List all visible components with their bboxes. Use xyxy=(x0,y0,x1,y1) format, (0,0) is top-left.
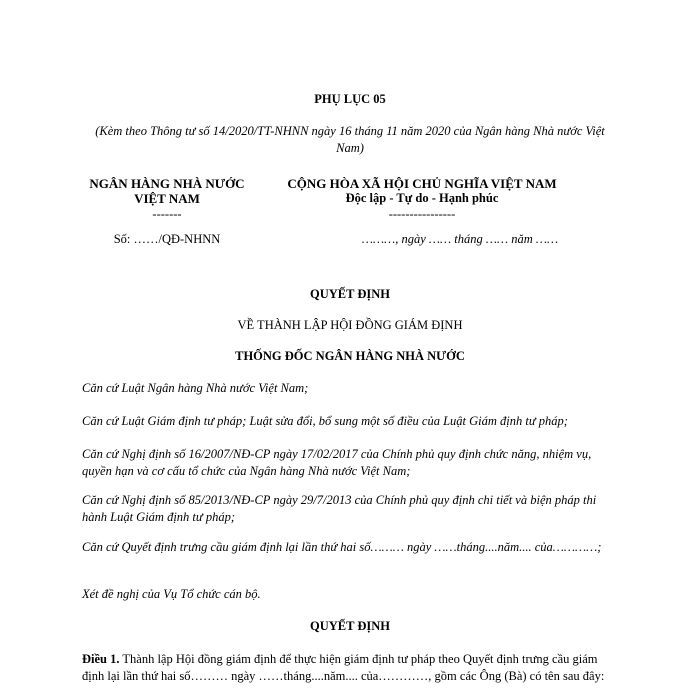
national-motto: Độc lập - Tự do - Hạnh phúc xyxy=(345,191,499,205)
decision-number: Số: ……/QĐ-NHNN xyxy=(113,232,221,246)
document-subject: VỀ THÀNH LẬP HỘI ĐỒNG GIÁM ĐỊNH xyxy=(237,318,463,332)
legal-basis-3: Căn cứ Nghị định số 16/2007/NĐ-CP ngày 17/02/2017 của Chính phủ quy định chức năng, nhiệm vụ, quyền hạn và cơ cấu tổ chức của Ngân hàng Nhà nước Việt Nam; xyxy=(82,447,592,478)
article-1-label: Điều 1. xyxy=(82,652,120,666)
article-1 xyxy=(82,651,622,685)
appendix-title: PHỤ LỤC 05 xyxy=(314,92,386,106)
document-title: QUYẾT ĐỊNH xyxy=(310,287,390,301)
article-1-text: Thành lập Hội đồng giám định để thực hiện giám định tư pháp theo Quyết định trưng cầu giám định lại lần thứ hai số……… ngày ……tháng....năm.... của…………, gồm các Ông (Bà) có tên sau đây: xyxy=(82,652,605,683)
agency-separator: ------- xyxy=(152,207,182,221)
decision-heading: QUYẾT ĐỊNH xyxy=(310,619,390,633)
nation-title: CỘNG HÒA XÃ HỘI CHỦ NGHĨA VIỆT NAM xyxy=(287,176,557,191)
legal-basis-5: Căn cứ Quyết định trưng cầu giám định lại lần thứ hai số……… ngày ……tháng....năm.... của…………; xyxy=(82,540,602,554)
legal-basis-1: Căn cứ Luật Ngân hàng Nhà nước Việt Nam; xyxy=(82,381,309,395)
motto-separator: ---------------- xyxy=(388,207,456,221)
issuer-title: THỐNG ĐỐC NGÂN HÀNG NHÀ NƯỚC xyxy=(235,349,465,363)
appendix-note: (Kèm theo Thông tư số 14/2020/TT-NHNN ngày 16 tháng 11 năm 2020 của Ngân hàng Nhà nước Việt Nam) xyxy=(95,124,605,155)
proposal-line: Xét đề nghị của Vụ Tổ chức cán bộ. xyxy=(82,587,261,601)
date-line: ………, ngày …… tháng …… năm …… xyxy=(361,232,559,246)
agency-name-line1: NGÂN HÀNG NHÀ NƯỚC xyxy=(89,176,245,191)
legal-basis-2: Căn cứ Luật Giám định tư pháp; Luật sửa đổi, bổ sung một số điều của Luật Giám định tư pháp; xyxy=(82,414,568,428)
legal-basis-4: Căn cứ Nghị định số 85/2013/NĐ-CP ngày 29/7/2013 của Chính phủ quy định chi tiết và biện pháp thi hành Luật Giám định tư pháp; xyxy=(82,493,597,524)
agency-name-line2: VIỆT NAM xyxy=(134,191,200,206)
